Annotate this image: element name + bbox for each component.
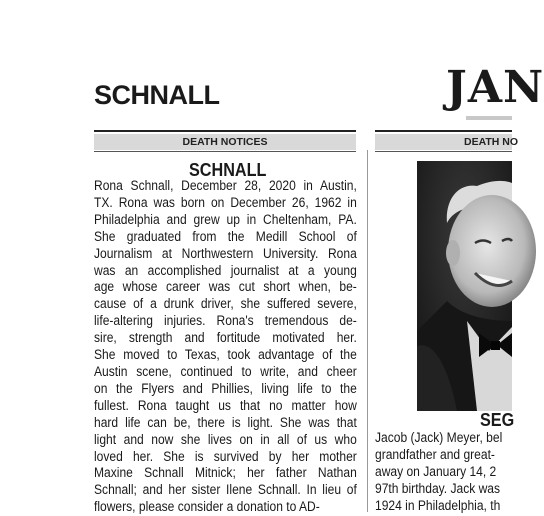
notice-1-line: flowers, please consider a donation to AD- <box>94 499 320 515</box>
notice-2-line: 97th birthday. Jack was <box>375 480 501 496</box>
notice-1-line: hard life can be, there is light. She was that <box>94 414 357 430</box>
column-1-bottom-rule <box>94 151 356 152</box>
notice-2-line: Jacob (Jack) Meyer, bel <box>375 430 503 445</box>
notice-1-line: sire, strength and fortitude motivated her. <box>94 330 357 346</box>
masthead-partial: JAN <box>446 62 544 113</box>
notice-2-line: grandfather and great- <box>375 446 495 462</box>
notice-1-line: was an accomplished journalist at a young <box>94 262 357 278</box>
notice-1-line: on the Flyers and Phillies, living life to the <box>94 380 357 396</box>
notice-1-line: fullest. Rona taught us that no matter how <box>94 397 357 413</box>
masthead-rule <box>466 116 512 120</box>
notice-1-line: Austin scene, continued to write, and cheer <box>94 363 357 379</box>
notice-1-line: loved her. She is survived by her mother <box>94 448 357 464</box>
notice-1-line: Philadelphia and grew up in Cheltenham, PA. <box>94 211 357 227</box>
column-2-bottom-rule <box>375 151 512 152</box>
portrait-photo <box>417 161 512 411</box>
notice-2-line: 1924 in Philadelphia, th <box>375 497 501 513</box>
notice-1-line: cause of a drunk driver, she suffered severe, <box>94 296 357 312</box>
column-1-section-label: DEATH NOTICES <box>94 134 356 150</box>
notice-1-line: light and now she lives on in all of us who <box>94 431 357 447</box>
page-name-header: SCHNALL <box>94 80 220 110</box>
notice-2-body <box>375 430 510 515</box>
notice-1-line: age whose career was cut short when, be- <box>94 279 357 295</box>
column-1-top-rule <box>94 130 356 132</box>
notice-1-line: Rona Schnall, December 28, 2020 in Austin, <box>94 178 357 193</box>
notice-1-line: Journalism at Northwestern University. Rona <box>94 245 357 261</box>
notice-2-line: away on January 14, 2 <box>375 463 497 479</box>
notice-2-name-partial: SEG <box>480 410 515 430</box>
notice-1-line: life-altering injuries. Rona's tremendous de- <box>94 313 357 329</box>
notice-1-name: SCHNALL <box>189 160 267 180</box>
notice-1-line: Schnall; and her sister Ilene Schnall. In lieu of <box>94 482 357 498</box>
notice-1-line: TX. Rona was born on December 26, 1962 in <box>94 194 357 210</box>
notice-1-line: She moved to Texas, took advantage of the <box>94 347 357 363</box>
notice-1-line: Maxine Schnall Mitnick; her father Nathan <box>94 465 357 481</box>
column-divider <box>367 150 368 512</box>
column-2-top-rule <box>375 130 512 132</box>
notice-1-line: She graduated from the Medill School of <box>94 228 357 244</box>
notice-1-body <box>94 178 357 516</box>
column-2-section-label: DEATH NO <box>375 134 512 150</box>
